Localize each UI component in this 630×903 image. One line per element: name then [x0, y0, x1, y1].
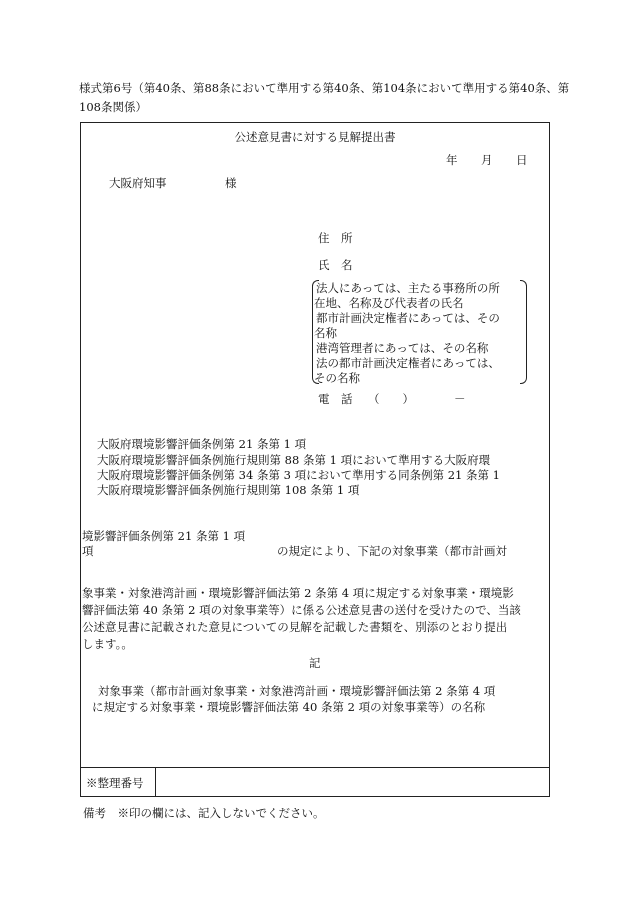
date-year-label: 年: [446, 153, 458, 167]
continued-text: 項: [82, 544, 94, 558]
form-header-line1: 様式第6号（第40条、第88条において準用する第40条、第104条において準用する第40条、第: [79, 81, 570, 95]
ki-heading: 記: [309, 656, 321, 670]
item-line: に規定する対象事業・環境影響評価法第 40 条第 2 項の対象事業等）の名称: [92, 700, 486, 714]
date-month-label: 月: [481, 153, 493, 167]
ref-number-label: ※整理番号: [86, 776, 144, 790]
ordinance-option: 大阪府環境影響評価条例第 21 条第 1 項: [97, 437, 307, 451]
body-line: します。。: [82, 637, 133, 651]
body-line: 公述意見書に記載された意見についての見解を記載した書類を、別添のとおり提出: [82, 620, 508, 634]
continued-text: 境影響評価条例第 21 条第 1 項: [82, 529, 246, 543]
addressee: 大阪府知事: [109, 176, 167, 190]
bracket-right: [520, 280, 527, 384]
form-header-line2: 108条関係）: [79, 100, 147, 114]
phone-area-code: （ ）: [368, 392, 414, 406]
bracket-note-line: 港湾管理者にあっては、その名称: [316, 341, 489, 355]
name-label: 氏 名: [318, 258, 353, 272]
ordinance-option: 大阪府環境影響評価条例施行規則第 108 条第 1 項: [97, 483, 360, 497]
footer-note: 備考 ※印の欄には、記入しないでください。: [83, 806, 325, 820]
ref-row-divider: [80, 767, 550, 768]
bracket-note-line: 名称: [314, 326, 337, 340]
item-line: 対象事業（都市計画対象事業・対象港湾計画・環境影響評価法第 2 条第 4 項: [98, 684, 496, 698]
ref-col-divider: [155, 767, 156, 797]
bracket-note-line: 都市計画決定権者にあっては、その: [316, 311, 500, 325]
ordinance-option: 大阪府環境影響評価条例第 34 条第 3 項において準用する同条例第 21 条第 1: [97, 468, 500, 482]
bracket-note-line: 法人にあっては、主たる事務所の所: [316, 281, 500, 295]
continued-text: の規定により、下記の対象事業（都市計画対: [277, 544, 507, 558]
bracket-note-line: 法の都市計画決定権者にあっては、: [316, 356, 500, 370]
bracket-note-line: その名称: [314, 371, 360, 385]
body-line: 象事業・対象港湾計画・環境影響評価法第 2 条第 4 項に規定する対象事業・環境影: [82, 586, 514, 600]
phone-dash: －: [454, 392, 466, 406]
date-day-label: 日: [516, 153, 528, 167]
bracket-note-line: 在地、名称及び代表者の氏名: [314, 296, 464, 310]
ordinance-option: 大阪府環境影響評価条例施行規則第 88 条第 1 項において準用する大阪府環: [97, 453, 491, 467]
honorific: 様: [225, 176, 237, 190]
phone-label: 電 話: [318, 392, 353, 406]
form-title: 公述意見書に対する見解提出書: [234, 130, 396, 144]
body-line: 響評価法第 40 条第 2 項の対象事業等）に係る公述意見書の送付を受けたので、当該: [82, 603, 521, 617]
address-label: 住 所: [318, 231, 353, 245]
